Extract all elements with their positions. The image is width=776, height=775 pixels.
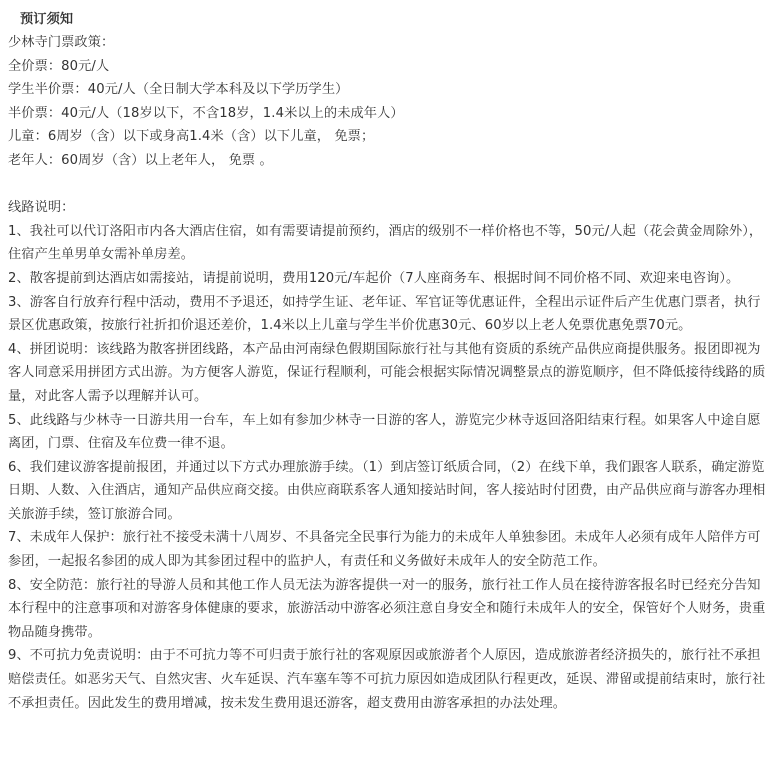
route-item-8: 8、安全防范：旅行社的导游人员和其他工作人员无法为游客提供一对一的服务，旅行社工作人员在接待游客报名时已经充分告知本行程中的注意事项和对游客身体健康的要求，旅游活动中游客必须注意自身安全和随行未成年人的安全，保管好个人财务，贵重物品随身携带。 <box>8 577 766 640</box>
route-item-2: 2、散客提前到达酒店如需接站，请提前说明，费用120元/车起价（7人座商务车、根据时间不同价格不同、欢迎来电咨询）。 <box>8 270 740 286</box>
ticket-children: 儿童：6周岁（含）以下或身高1.4米（含）以下儿童， 免票； <box>8 129 375 145</box>
ticket-policy-heading: 少林寺门票政策： <box>8 35 115 50</box>
route-item-5: 5、此线路与少林寺一日游共用一台车，车上如有参加少林寺一日游的客人，游览完少林寺返回洛阳结束行程。如果客人中途自愿离团，门票、住宿及车位费一律不退。 <box>8 412 761 452</box>
page-title: 预订须知 <box>20 12 74 27</box>
route-item-9: 9、不可抗力免责说明：由于不可抗力等不可归责于旅行社的客观原因或旅游者个人原因，造成旅游者经济损失的，旅行社不承担赔偿责任。如恶劣天气、自然灾害、火车延误、汽车塞车等不可抗力原因如造成团队行程更改，延误、滞留或提前结束时，旅行社不承担责任。因此发生的费用增减，按未发生费用退还游客，超支费用由游客承担的办法处理。 <box>8 648 766 711</box>
ticket-full-price: 全价票：80元/人 <box>8 58 110 74</box>
route-item-3: 3、游客自行放弃行程中活动，费用不予退还，如持学生证、老年证、军官证等优惠证件，全程出示证件后产生优惠门票者，执行景区优惠政策，按旅行社折扣价退还差价，1.4米以上儿童与学生半价优惠30元、60岁以上老人免票优惠免票70元。 <box>8 294 761 334</box>
route-item-4: 4、拼团说明：该线路为散客拼团线路，本产品由河南绿色假期国际旅行社与其他有资质的系统产品供应商提供服务。报团即视为客人同意采用拼团方式出游。为方便客人游览，保证行程顺利，可能会根据实际情况调整景点的游览顺序，但不降低接待线路的质量，对此客人需予以理解并认可。 <box>8 341 766 404</box>
route-item-7: 7、未成年人保护：旅行社不接受未满十八周岁、不具备完全民事行为能力的未成年人单独参团。未成年人必须有成年人陪伴方可参团，一起报名参团的成人即为其参团过程中的监护人，有责任和义务做好未成年人的安全防范工作。 <box>8 530 761 570</box>
booking-notice <box>8 8 768 715</box>
spacer <box>8 173 768 197</box>
ticket-student-price: 学生半价票：40元/人（全日制大学本科及以下学历学生） <box>8 82 349 98</box>
route-heading: 线路说明： <box>8 200 75 216</box>
route-item-6: 6、我们建议游客提前报团，并通过以下方式办理旅游手续。（1）到店签订纸质合同，（2）在线下单，我们跟客人联系，确定游览日期、人数、入住酒店，通知产品供应商交接。由供应商联系客人通知接站时间，客人接站时付团费，由产品供应商与游客办理相关旅游手续，签订旅游合同。 <box>8 459 766 522</box>
ticket-seniors: 老年人：60周岁（含）以上老年人， 免票 。 <box>8 152 273 168</box>
route-item-1: 1、我社可以代订洛阳市内各大酒店住宿，如有需要请提前预约，酒店的级别不一样价格也不等，50元/人起（花会黄金周除外），住宿产生单男单女需补单房差。 <box>8 223 763 263</box>
ticket-half-price: 半价票：40元/人（18岁以下，不含18岁，1.4米以上的未成年人） <box>8 105 404 121</box>
